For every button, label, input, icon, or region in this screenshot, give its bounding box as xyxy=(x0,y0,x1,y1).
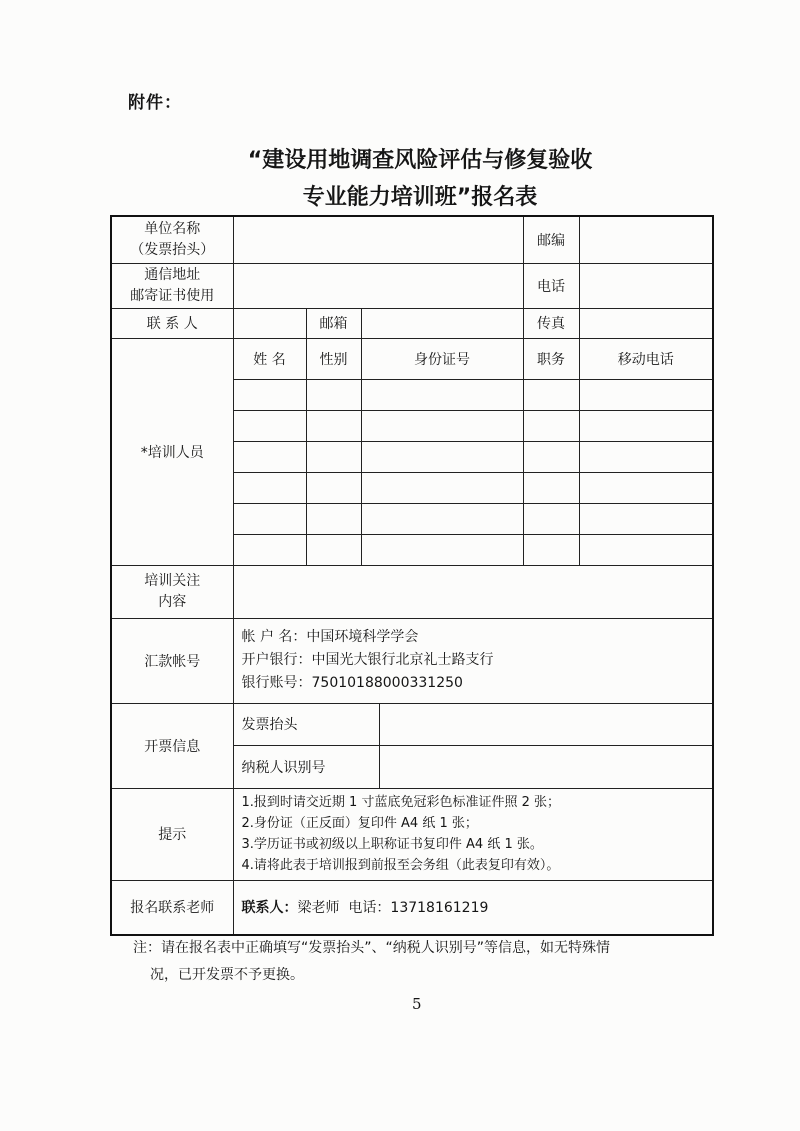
trainee-id-cell xyxy=(361,503,523,534)
teacher-contact xyxy=(233,880,713,935)
fax-field xyxy=(579,308,713,338)
tip-item: 4.请将此表于培训报到前报至会务组（此表复印有效）。 xyxy=(241,858,560,873)
registration-form-table xyxy=(110,215,714,936)
footnote-line-2: 况，已开发票不予更换。 xyxy=(150,967,304,983)
email-field xyxy=(361,308,523,338)
tip-item: 1.报到时请交近期 1 寸蓝底免冠彩色标准证件照 2 张； xyxy=(241,795,560,810)
trainee-mobile-cell xyxy=(579,379,713,410)
trainees-label: *培训人员 xyxy=(111,338,233,565)
trainee-gender-cell xyxy=(306,534,361,565)
address-label-line1: 通信地址 xyxy=(144,266,201,283)
trainee-name-cell xyxy=(233,441,306,472)
trainee-id-cell xyxy=(361,534,523,565)
trainee-position-cell xyxy=(523,503,579,534)
title-line-1: “建设用地调查风险评估与修复验收 xyxy=(247,148,593,173)
trainee-id-cell xyxy=(361,472,523,503)
teacher-contact-name: 梁老师 xyxy=(297,900,340,917)
trainee-col-mobile: 移动电话 xyxy=(579,338,713,379)
trainee-name-cell xyxy=(233,503,306,534)
trainee-name-cell xyxy=(233,472,306,503)
trainee-id-cell xyxy=(361,410,523,441)
fax-label: 传真 xyxy=(523,308,579,338)
trainee-gender-cell xyxy=(306,410,361,441)
page-number: 5 xyxy=(412,995,422,1013)
trainee-position-cell xyxy=(523,410,579,441)
unit-name-field xyxy=(233,216,523,263)
unit-name-label-line2: （发票抬头） xyxy=(130,241,215,258)
contact-person-label: 联 系 人 xyxy=(111,308,233,338)
unit-name-row xyxy=(111,216,713,263)
remittance-details xyxy=(233,618,713,703)
form-title xyxy=(160,142,680,216)
title-line-2: 专业能力培训班”报名表 xyxy=(302,185,538,210)
trainee-col-position: 职务 xyxy=(523,338,579,379)
tax-id-label: 纳税人识别号 xyxy=(233,745,379,788)
trainee-col-gender: 性别 xyxy=(306,338,361,379)
trainee-mobile-cell xyxy=(579,472,713,503)
email-label: 邮箱 xyxy=(306,308,361,338)
teacher-phone-label: 电话： xyxy=(348,900,391,917)
trainee-name-cell xyxy=(233,534,306,565)
teacher-contact-label: 联系人： xyxy=(241,900,298,917)
contact-person-field xyxy=(233,308,306,338)
address-field xyxy=(233,263,523,308)
teacher-label: 报名联系老师 xyxy=(111,880,233,935)
trainee-position-cell xyxy=(523,441,579,472)
footnote-line-1: 注：请在报名表中正确填写“发票抬头”、“纳税人识别号”等信息，如无特殊情 xyxy=(133,940,611,956)
focus-label xyxy=(111,565,233,618)
trainee-position-cell xyxy=(523,472,579,503)
trainee-mobile-cell xyxy=(579,441,713,472)
tips-label: 提示 xyxy=(111,788,233,880)
account-name: 帐 户 名：中国环境科学学会 xyxy=(241,629,419,645)
trainee-gender-cell xyxy=(306,441,361,472)
tips-list xyxy=(233,788,713,880)
trainee-gender-cell xyxy=(306,503,361,534)
invoice-label: 开票信息 xyxy=(111,703,233,788)
trainee-mobile-cell xyxy=(579,534,713,565)
trainee-position-cell xyxy=(523,534,579,565)
teacher-row xyxy=(111,880,713,935)
phone-field xyxy=(579,263,713,308)
bank-name: 开户银行：中国光大银行北京礼士路支行 xyxy=(241,652,494,668)
trainee-col-name: 姓 名 xyxy=(233,338,306,379)
address-row xyxy=(111,263,713,308)
trainee-mobile-cell xyxy=(579,410,713,441)
trainee-id-cell xyxy=(361,441,523,472)
focus-row xyxy=(111,565,713,618)
trainee-position-cell xyxy=(523,379,579,410)
address-label xyxy=(111,263,233,308)
tax-id-field xyxy=(379,745,713,788)
invoice-title-label: 发票抬头 xyxy=(233,703,379,745)
postcode-field xyxy=(579,216,713,263)
attachment-label: 附件： xyxy=(128,93,182,113)
trainee-header-row xyxy=(111,338,713,379)
focus-label-line1: 培训关注 xyxy=(144,572,201,589)
footnote xyxy=(133,935,713,989)
address-label-line2: 邮寄证书使用 xyxy=(130,287,215,304)
tips-row xyxy=(111,788,713,880)
invoice-title-field xyxy=(379,703,713,745)
trainee-name-cell xyxy=(233,379,306,410)
focus-label-line2: 内容 xyxy=(158,593,187,610)
teacher-phone-value: 13718161219 xyxy=(390,900,489,917)
phone-label: 电话 xyxy=(523,263,579,308)
postcode-label: 邮编 xyxy=(523,216,579,263)
account-number: 银行账号：75010188000331250 xyxy=(241,675,463,691)
remittance-label: 汇款帐号 xyxy=(111,618,233,703)
unit-name-label xyxy=(111,216,233,263)
tip-item: 3.学历证书或初级以上职称证书复印件 A4 纸 1 张。 xyxy=(241,837,543,852)
remittance-row xyxy=(111,618,713,703)
trainee-gender-cell xyxy=(306,472,361,503)
contact-row xyxy=(111,308,713,338)
tip-item: 2.身份证（正反面）复印件 A4 纸 1 张； xyxy=(241,816,478,831)
focus-field xyxy=(233,565,713,618)
trainee-gender-cell xyxy=(306,379,361,410)
trainee-name-cell xyxy=(233,410,306,441)
trainee-col-id-number: 身份证号 xyxy=(361,338,523,379)
trainee-id-cell xyxy=(361,379,523,410)
trainee-mobile-cell xyxy=(579,503,713,534)
invoice-title-row xyxy=(111,703,713,745)
unit-name-label-line1: 单位名称 xyxy=(144,220,201,237)
